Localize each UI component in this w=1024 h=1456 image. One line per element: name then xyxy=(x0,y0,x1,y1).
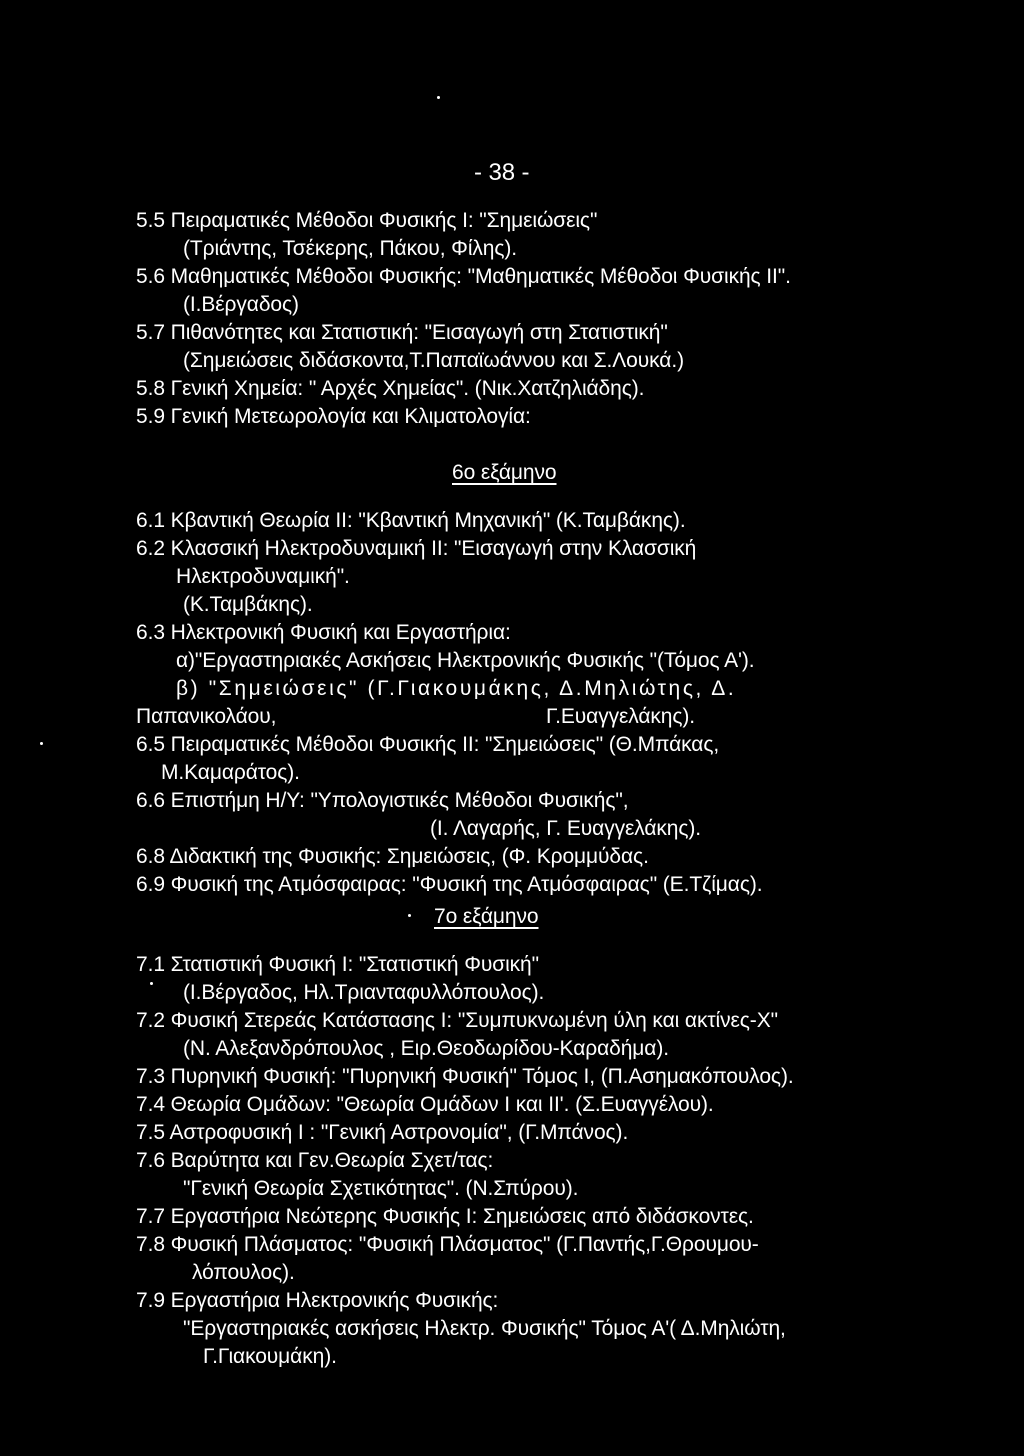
item-6-3-b-cont-1: Παπανικολάου, xyxy=(136,705,277,728)
scan-speck xyxy=(150,982,153,985)
item-5-5: 5.5 Πειραματικές Μέθοδοι Φυσικής Ι: "Σημειώσεις" xyxy=(136,209,598,232)
item-6-8: 6.8 Διδακτική της Φυσικής: Σημειώσεις, (Φ. Κρομμύδας. xyxy=(136,845,649,868)
item-5-6: 5.6 Μαθηματικές Μέθοδοι Φυσικής: "Μαθηματικές Μέθοδοι Φυσικής ΙΙ". xyxy=(136,265,791,288)
item-6-2-cont: Ηλεκτροδυναμική". xyxy=(176,565,350,588)
item-7-1-authors: (Ι.Βέργαδος, Ηλ.Τριανταφυλλόπουλος). xyxy=(183,981,545,1004)
page-number: - 38 - xyxy=(474,159,530,186)
item-7-9: 7.9 Εργαστήρια Ηλεκτρονικής Φυσικής: xyxy=(136,1289,499,1312)
item-7-4: 7.4 Θεωρία Ομάδων: "Θεωρία Ομάδων Ι και ΙΙ'. (Σ.Ευαγγέλου). xyxy=(136,1093,714,1116)
item-6-9: 6.9 Φυσική της Ατμόσφαιρας: "Φυσική της Ατμόσφαιρας" (Ε.Τζίμας). xyxy=(136,873,763,896)
item-7-2: 7.2 Φυσική Στερεάς Κατάστασης Ι: "Συμπυκνωμένη ύλη και ακτίνες-Χ" xyxy=(136,1009,778,1032)
item-6-2-authors: (Κ.Ταμβάκης). xyxy=(183,593,313,616)
item-7-8-cont: λόπουλος). xyxy=(192,1261,295,1284)
item-6-2: 6.2 Κλασσική Ηλεκτροδυναμική ΙΙ: "Εισαγωγή στην Κλασσική xyxy=(136,537,697,560)
item-7-6: 7.6 Βαρύτητα και Γεν.Θεωρία Σχετ/τας: xyxy=(136,1149,494,1172)
item-7-2-authors: (Ν. Αλεξανδρόπουλος , Ειρ.Θεοδωρίδου-Καραδήμα). xyxy=(183,1037,669,1060)
item-5-7: 5.7 Πιθανότητες και Στατιστική: "Εισαγωγή στη Στατιστική" xyxy=(136,321,668,344)
item-5-5-authors: (Τριάντης, Τσέκερης, Πάκου, Φίλης). xyxy=(183,237,518,260)
item-6-3-a: α)"Εργαστηριακές Ασκήσεις Ηλεκτρονικής Φυσικής "(Τόμος Α'). xyxy=(176,649,755,672)
scan-speck xyxy=(437,96,440,99)
semester-6-heading: 6ο εξάμηνο xyxy=(452,461,557,484)
item-6-5-cont: Μ.Καμαράτος). xyxy=(161,761,300,784)
item-7-1: 7.1 Στατιστική Φυσική Ι: "Στατιστική Φυσική" xyxy=(136,953,539,976)
item-6-6: 6.6 Επιστήμη Η/Υ: "Υπολογιστικές Μέθοδοι Φυσικής", xyxy=(136,789,629,812)
item-5-7-authors: (Σημειώσεις διδάσκοντα,Τ.Παπαϊωάννου και Σ.Λουκά.) xyxy=(183,349,684,372)
item-5-6-authors: (Ι.Βέργαδος) xyxy=(183,293,299,316)
item-6-3: 6.3 Ηλεκτρονική Φυσική και Εργαστήρια: xyxy=(136,621,511,644)
item-7-5: 7.5 Αστροφυσική Ι : "Γενική Αστρονομία", (Γ.Μπάνος). xyxy=(136,1121,629,1144)
item-6-5: 6.5 Πειραματικές Μέθοδοι Φυσικής ΙΙ: "Σημειώσεις" (Θ.Μπάκας, xyxy=(136,733,720,756)
item-7-6-cont: "Γενική Θεωρία Σχετικότητας". (Ν.Σπύρου). xyxy=(183,1177,579,1200)
semester-7-heading: 7ο εξάμηνο xyxy=(434,905,539,928)
scan-speck xyxy=(408,914,411,917)
item-7-8: 7.8 Φυσική Πλάσματος: "Φυσική Πλάσματος" (Γ.Παντής,Γ.Θρουμου- xyxy=(136,1233,759,1256)
item-6-3-b-cont-2: Γ.Ευαγγελάκης). xyxy=(546,705,696,728)
item-6-6-authors: (Ι. Λαγαρής, Γ. Ευαγγελάκης). xyxy=(430,817,702,840)
item-6-1: 6.1 Κβαντική Θεωρία ΙΙ: "Κβαντική Μηχανική" (Κ.Ταμβάκης). xyxy=(136,509,686,532)
item-7-9-authors: Γ.Γιακουμάκη). xyxy=(203,1345,337,1368)
item-5-8: 5.8 Γενική Χημεία: " Αρχές Χημείας". (Νικ.Χατζηλιάδης). xyxy=(136,377,645,400)
scan-speck xyxy=(40,742,43,745)
item-5-9: 5.9 Γενική Μετεωρολογία και Κλιματολογία: xyxy=(136,405,531,428)
item-7-3: 7.3 Πυρηνική Φυσική: "Πυρηνική Φυσική" Τόμος Ι, (Π.Ασημακόπουλος). xyxy=(136,1065,794,1088)
item-7-9-cont: "Εργαστηριακές ασκήσεις Ηλεκτρ. Φυσικής" Τόμος Α'( Δ.Μηλιώτη, xyxy=(183,1317,786,1340)
item-7-7: 7.7 Εργαστήρια Νεώτερης Φυσικής Ι: Σημειώσεις από διδάσκοντες. xyxy=(136,1205,754,1228)
item-6-3-b: β) "Σημειώσεις" (Γ.Γιακουμάκης, Δ.Μηλιώτης, Δ. xyxy=(176,677,737,700)
